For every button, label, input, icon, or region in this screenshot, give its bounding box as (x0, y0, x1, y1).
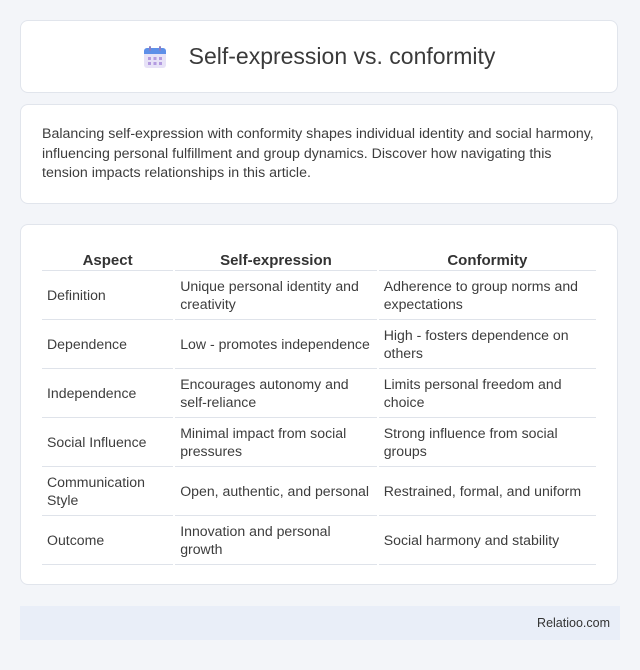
row-aspect: Communication Style (42, 467, 173, 516)
row-self-expression: Encourages autonomy and self-reliance (175, 369, 377, 418)
intro-paragraph: Balancing self-expression with conformity shapes individual identity and social harmony, influencing personal fulfillment and group dynamics. Discover how navigating this tension impacts relationships in this article. (42, 126, 594, 181)
title-card (20, 20, 618, 93)
row-aspect: Independence (42, 369, 173, 418)
table-row (42, 467, 596, 516)
intro-card (20, 104, 618, 204)
row-conformity: Social harmony and stability (379, 516, 596, 565)
row-aspect: Definition (42, 271, 173, 320)
row-self-expression: Minimal impact from social pressures (175, 418, 377, 467)
row-aspect: Social Influence (42, 418, 173, 467)
row-conformity: Restrained, formal, and uniform (379, 467, 596, 516)
row-conformity: Strong influence from social groups (379, 418, 596, 467)
table-row (42, 320, 596, 369)
header-aspect: Aspect (42, 245, 173, 271)
header-self-expression: Self-expression (175, 245, 377, 271)
comparison-card (20, 224, 618, 585)
row-aspect: Outcome (42, 516, 173, 565)
row-aspect: Dependence (42, 320, 173, 369)
row-self-expression: Open, authentic, and personal (175, 467, 377, 516)
table-row (42, 516, 596, 565)
table-header-row (42, 245, 596, 271)
table-row (42, 271, 596, 320)
row-conformity: Adherence to group norms and expectations (379, 271, 596, 320)
row-self-expression: Low - promotes independence (175, 320, 377, 369)
table-row (42, 418, 596, 467)
footer-brand[interactable]: Relatioo.com (537, 616, 610, 630)
row-conformity: High - fosters dependence on others (379, 320, 596, 369)
calendar-icon (143, 45, 167, 69)
header-conformity: Conformity (379, 245, 596, 271)
footer (20, 606, 620, 640)
row-self-expression: Unique personal identity and creativity (175, 271, 377, 320)
row-self-expression: Innovation and personal growth (175, 516, 377, 565)
table-row (42, 369, 596, 418)
row-conformity: Limits personal freedom and choice (379, 369, 596, 418)
page-title: Self-expression vs. conformity (188, 43, 496, 69)
comparison-table (40, 245, 598, 565)
